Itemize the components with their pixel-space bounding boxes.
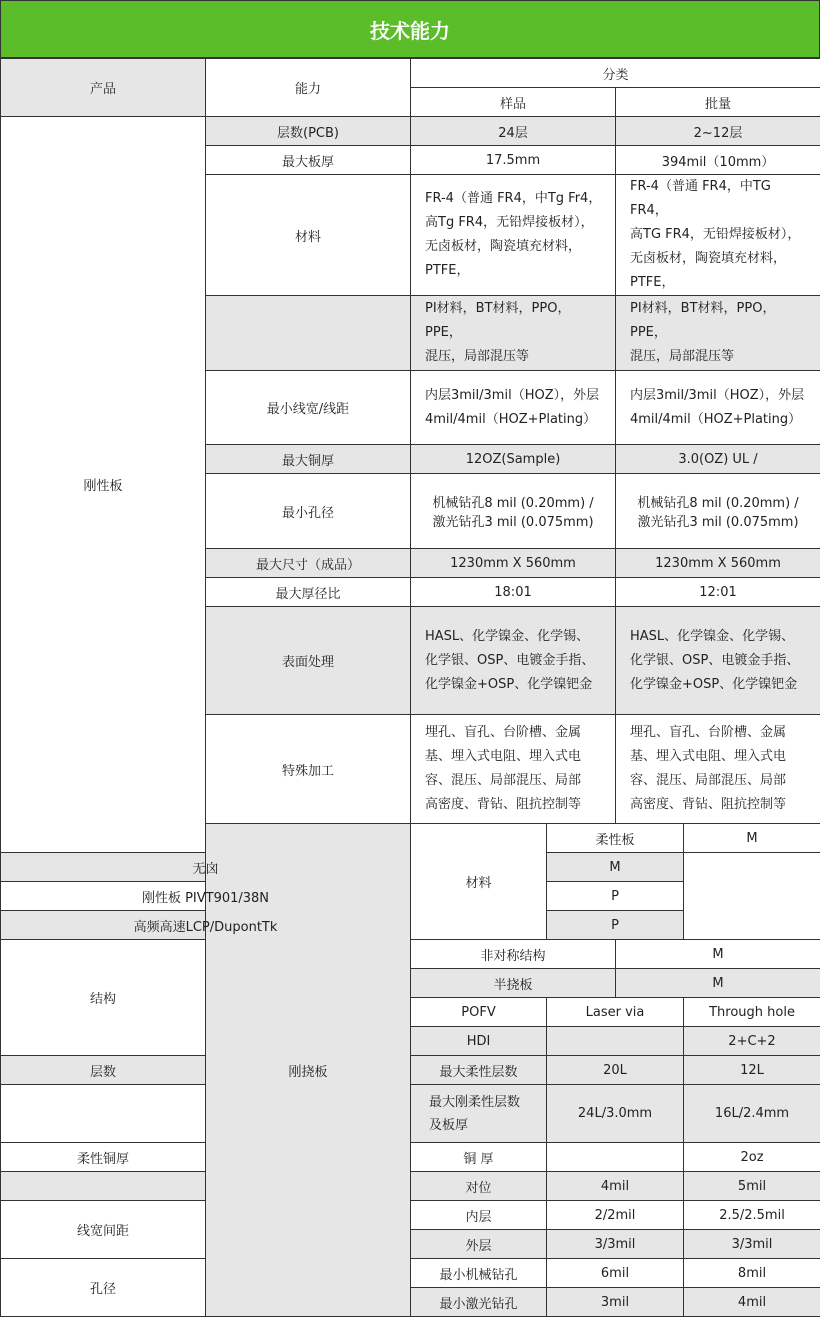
cell-value-b: 16L/2.4mm	[684, 1085, 820, 1143]
cell-hdi: HDI	[411, 1027, 547, 1056]
cell-sample: 机械钻孔8 mil (0.20mm) / 激光钻孔3 mil (0.075mm)	[411, 474, 616, 549]
cell-batch: 1230mm X 560mm	[616, 549, 820, 578]
cell-name: 刚性板 PIVT901/38N	[1, 882, 411, 911]
cell-value: M	[684, 824, 820, 853]
cell-sample: 埋孔、盲孔、台阶槽、金属 基、埋入式电阻、埋入式电 容、混压、局部混压、局部 高密度、背钻、阻抗控制等	[411, 715, 616, 824]
cell-name: 非对称结构	[411, 940, 616, 969]
cell-sample: 1230mm X 560mm	[411, 549, 616, 578]
cell-name: 对位	[411, 1172, 547, 1201]
cell-through-hole: Through hole	[684, 998, 820, 1027]
cell-value-b: 3/3mil	[684, 1230, 820, 1259]
rigid-board-label: 刚性板	[1, 117, 206, 853]
row-label: 层数	[1, 1056, 206, 1085]
header-category: 分类	[411, 59, 820, 88]
cell-batch: 12:01	[616, 578, 820, 607]
cell-batch: PI材料，BT材料，PPO，PPE， 混压，局部混压等	[616, 296, 820, 371]
cell-batch: 机械钻孔8 mil (0.20mm) / 激光钻孔3 mil (0.075mm)	[616, 474, 820, 549]
cell-sample: 12OZ(Sample)	[411, 445, 616, 474]
row-label: 柔性铜厚	[1, 1143, 206, 1172]
row-label: 最大板厚	[206, 146, 411, 175]
cell-sample: PI材料，BT材料，PPO，PPE， 混压，局部混压等	[411, 296, 616, 371]
cell-sample: 17.5mm	[411, 146, 616, 175]
page-title: 技术能力	[0, 0, 820, 58]
cell-value-b: 12L	[684, 1056, 820, 1085]
header-capability: 能力	[206, 59, 411, 117]
row-label: 层数(PCB)	[206, 117, 411, 146]
cell-batch: 3.0(OZ) UL /	[616, 445, 820, 474]
row-label-empty	[206, 296, 411, 371]
cell-name: 外层	[411, 1230, 547, 1259]
cell-batch: 2~12层	[616, 117, 820, 146]
cell-sample: FR-4（普通 FR4，中Tg Fr4， 高Tg FR4，无铅焊接板材）， 无卤板材，陶瓷填充材料， PTFE，	[411, 175, 616, 296]
cell-value-b: 2.5/2.5mil	[684, 1201, 820, 1230]
cell-name: 内层	[411, 1201, 547, 1230]
cell-value-a	[547, 1143, 684, 1172]
header-product: 产品	[1, 59, 206, 117]
row-label: 表面处理	[206, 607, 411, 715]
row-label: 最大铜厚	[206, 445, 411, 474]
cell-value: M	[616, 940, 820, 969]
row-label: 特殊加工	[206, 715, 411, 824]
cell-name: 铜 厚	[411, 1143, 547, 1172]
cell-name: 半挠板	[411, 969, 616, 998]
cell-batch: FR-4（普通 FR4，中TG FR4， 高TG FR4，无铅焊接板材）， 无卤板材，陶瓷填充材料， PTFE，	[616, 175, 820, 296]
row-label: 材料	[411, 824, 547, 940]
header-sample: 样品	[411, 88, 616, 117]
cell-batch: HASL、化学镍金、化学锡、 化学银、OSP、电镀金手指、 化学镍金+OSP、化学镍钯金	[616, 607, 820, 715]
cell-value-a: 6mil	[547, 1259, 684, 1288]
cell-value-a: 3mil	[547, 1288, 684, 1317]
cell-value: M	[547, 853, 684, 882]
cell-value-a: 4mil	[547, 1172, 684, 1201]
row-label-empty	[1, 1085, 206, 1143]
cell-pofv: POFV	[411, 998, 547, 1027]
cell-hdi-value: 2+C+2	[684, 1027, 820, 1056]
row-label: 结构	[1, 940, 206, 1056]
cell-value-b: 5mil	[684, 1172, 820, 1201]
row-label: 线宽间距	[1, 1201, 206, 1259]
cell-value-b: 4mil	[684, 1288, 820, 1317]
cell-name: 柔性板	[547, 824, 684, 853]
cell-empty	[547, 1027, 684, 1056]
cell-value-a: 20L	[547, 1056, 684, 1085]
cell-sample: 24层	[411, 117, 616, 146]
row-label: 最大厚径比	[206, 578, 411, 607]
cell-name: 最大柔性层数	[411, 1056, 547, 1085]
header-batch: 批量	[616, 88, 820, 117]
row-label: 最大尺寸（成品）	[206, 549, 411, 578]
cell-name: 最小机械钻孔	[411, 1259, 547, 1288]
capability-table	[0, 58, 820, 1317]
cell-name: 高频高速LCP/DupontTk	[1, 911, 411, 940]
cell-value: P	[547, 882, 684, 911]
cell-batch: 内层3mil/3mil（HOZ），外层 4mil/4mil（HOZ+Plating）	[616, 371, 820, 445]
cell-value-b: 2oz	[684, 1143, 820, 1172]
cell-batch: 埋孔、盲孔、台阶槽、金属 基、埋入式电阻、埋入式电 容、混压、局部混压、局部 高密度、背钻、阻抗控制等	[616, 715, 820, 824]
cell-name: 最小激光钻孔	[411, 1288, 547, 1317]
row-label-empty	[1, 1172, 206, 1201]
row-label: 最小孔径	[206, 474, 411, 549]
cell-value-b: 8mil	[684, 1259, 820, 1288]
cell-value: M	[616, 969, 820, 998]
cell-value-a: 3/3mil	[547, 1230, 684, 1259]
cell-laser-via: Laser via	[547, 998, 684, 1027]
cell-name: 最大刚柔性层数 及板厚	[411, 1085, 547, 1143]
row-label: 最小线宽/线距	[206, 371, 411, 445]
cell-value: P	[547, 911, 684, 940]
cell-sample: 内层3mil/3mil（HOZ），外层 4mil/4mil（HOZ+Plating）	[411, 371, 616, 445]
cell-sample: HASL、化学镍金、化学锡、 化学银、OSP、电镀金手指、 化学镍金+OSP、化学镍钯金	[411, 607, 616, 715]
cell-value-a: 2/2mil	[547, 1201, 684, 1230]
rigid-flex-label: 刚挠板	[206, 824, 411, 1317]
row-label: 材料	[206, 175, 411, 296]
cell-value-a: 24L/3.0mm	[547, 1085, 684, 1143]
cell-sample: 18:01	[411, 578, 616, 607]
cell-batch: 394mil（10mm）	[616, 146, 820, 175]
row-label: 孔径	[1, 1259, 206, 1317]
cell-name: 无囟	[1, 853, 411, 882]
